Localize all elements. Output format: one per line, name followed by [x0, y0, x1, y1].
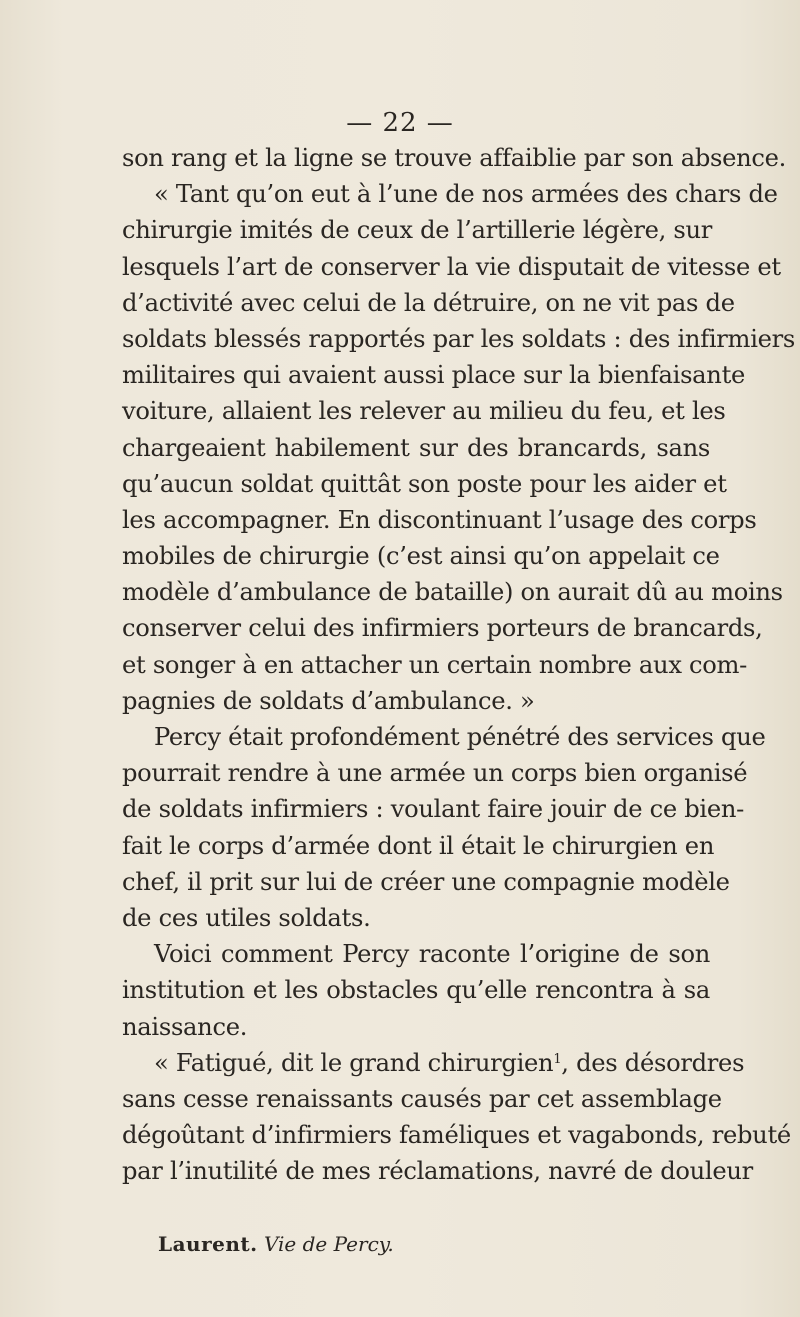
footnote — [158, 1232, 394, 1256]
text-line-content: de soldats infirmiers : voulant faire jouir de ce bien- — [122, 795, 745, 824]
text-line-content: de ces utiles soldats. — [122, 903, 371, 932]
text-line — [122, 430, 710, 466]
text-line — [122, 466, 727, 502]
text-line-content: pourrait rendre à une armée un corps bien organisé — [122, 759, 748, 788]
text-line-content: modèle d’ambulance de bataille) on aurait dû au moins — [122, 578, 783, 607]
text-line-content: les accompagner. En discontinuant l’usage des corps — [122, 505, 757, 534]
text-line — [122, 647, 748, 683]
text-line-content: et songer à en attacher un certain nombre aux com- — [122, 650, 748, 679]
text-line — [122, 972, 710, 1008]
text-line-content: soldats blessés rapportés par les soldats : des infirmiers — [122, 324, 796, 353]
text-line-content: lesquels l’art de conserver la vie disputait de vitesse et — [122, 252, 781, 281]
text-line-content: pagnies de soldats d’ambulance. » — [122, 686, 535, 715]
text-line-content: chargeaient habilement sur des brancards, sans — [122, 433, 710, 462]
text-line-content: fait le corps d’armée dont il était le chirurgien en — [122, 831, 715, 860]
text-line-content: par l’inutilité de mes réclamations, navré de douleur — [122, 1157, 753, 1186]
text-line-content: militaires qui avaient aussi place sur la bienfaisante — [122, 361, 746, 390]
text-line — [122, 321, 796, 357]
text-line — [122, 1081, 722, 1117]
text-line — [122, 936, 710, 972]
text-line — [122, 574, 783, 610]
text-line — [122, 393, 726, 429]
text-line-content: Voici comment Percy raconte l’origine de son — [154, 940, 710, 969]
text-line — [122, 249, 781, 285]
page-number: — 22 — — [346, 108, 454, 138]
footnote-title: Vie de Percy. — [263, 1232, 394, 1256]
text-line-content: son rang et la ligne se trouve affaiblie par son absence. — [122, 144, 787, 172]
text-line — [122, 140, 787, 176]
text-line — [122, 719, 766, 755]
text-line — [122, 1117, 791, 1153]
text-line — [122, 755, 748, 791]
text-line-content: d’activité avec celui de la détruire, on ne vit pas de — [122, 288, 735, 317]
footnote-author: Laurent. — [158, 1232, 258, 1256]
text-line — [122, 502, 757, 538]
text-line — [122, 900, 710, 936]
text-line-content: « Tant qu’on eut à l’une de nos armées des chars de — [154, 180, 778, 209]
text-line — [122, 357, 746, 393]
body-text — [122, 140, 796, 1189]
text-line — [122, 1045, 745, 1081]
text-line — [122, 212, 713, 248]
text-line-content: qu’aucun soldat quittât son poste pour les aider et — [122, 469, 727, 498]
text-line — [122, 1009, 710, 1045]
text-line-content: institution et les obstacles qu’elle rencontra à sa — [122, 976, 710, 1005]
text-line-content: mobiles de chirurgie (c’est ainsi qu’on appelait ce — [122, 542, 720, 571]
text-line-content: Percy était profondément pénétré des services que — [154, 723, 766, 751]
text-line — [122, 538, 720, 574]
text-line-content: naissance. — [122, 1012, 248, 1041]
text-line — [122, 285, 735, 321]
text-line-content: chef, il prit sur lui de créer une compagnie modèle — [122, 867, 730, 896]
text-line — [122, 791, 745, 827]
text-line-content: sans cesse renaissants causés par cet assemblage — [122, 1084, 722, 1113]
text-line — [122, 1153, 753, 1189]
text-line-content: « Fatigué, dit le grand chirurgien — [154, 1048, 554, 1077]
text-line — [122, 864, 730, 900]
text-line — [122, 828, 715, 864]
text-line-content: voiture, allaient les relever au milieu du feu, et les — [122, 397, 726, 426]
text-line — [122, 610, 763, 646]
text-line-content: chirurgie imités de ceux de l’artillerie légère, sur — [122, 216, 713, 245]
text-line — [122, 683, 710, 719]
text-line-content: conserver celui des infirmiers porteurs de brancards, — [122, 614, 763, 643]
text-line-content: dégoûtant d’infirmiers faméliques et vagabonds, rebuté — [122, 1121, 791, 1150]
text-line — [122, 176, 778, 212]
text-line-content: , des désordres — [561, 1048, 745, 1077]
footnote-marker: 1 — [553, 1051, 562, 1067]
